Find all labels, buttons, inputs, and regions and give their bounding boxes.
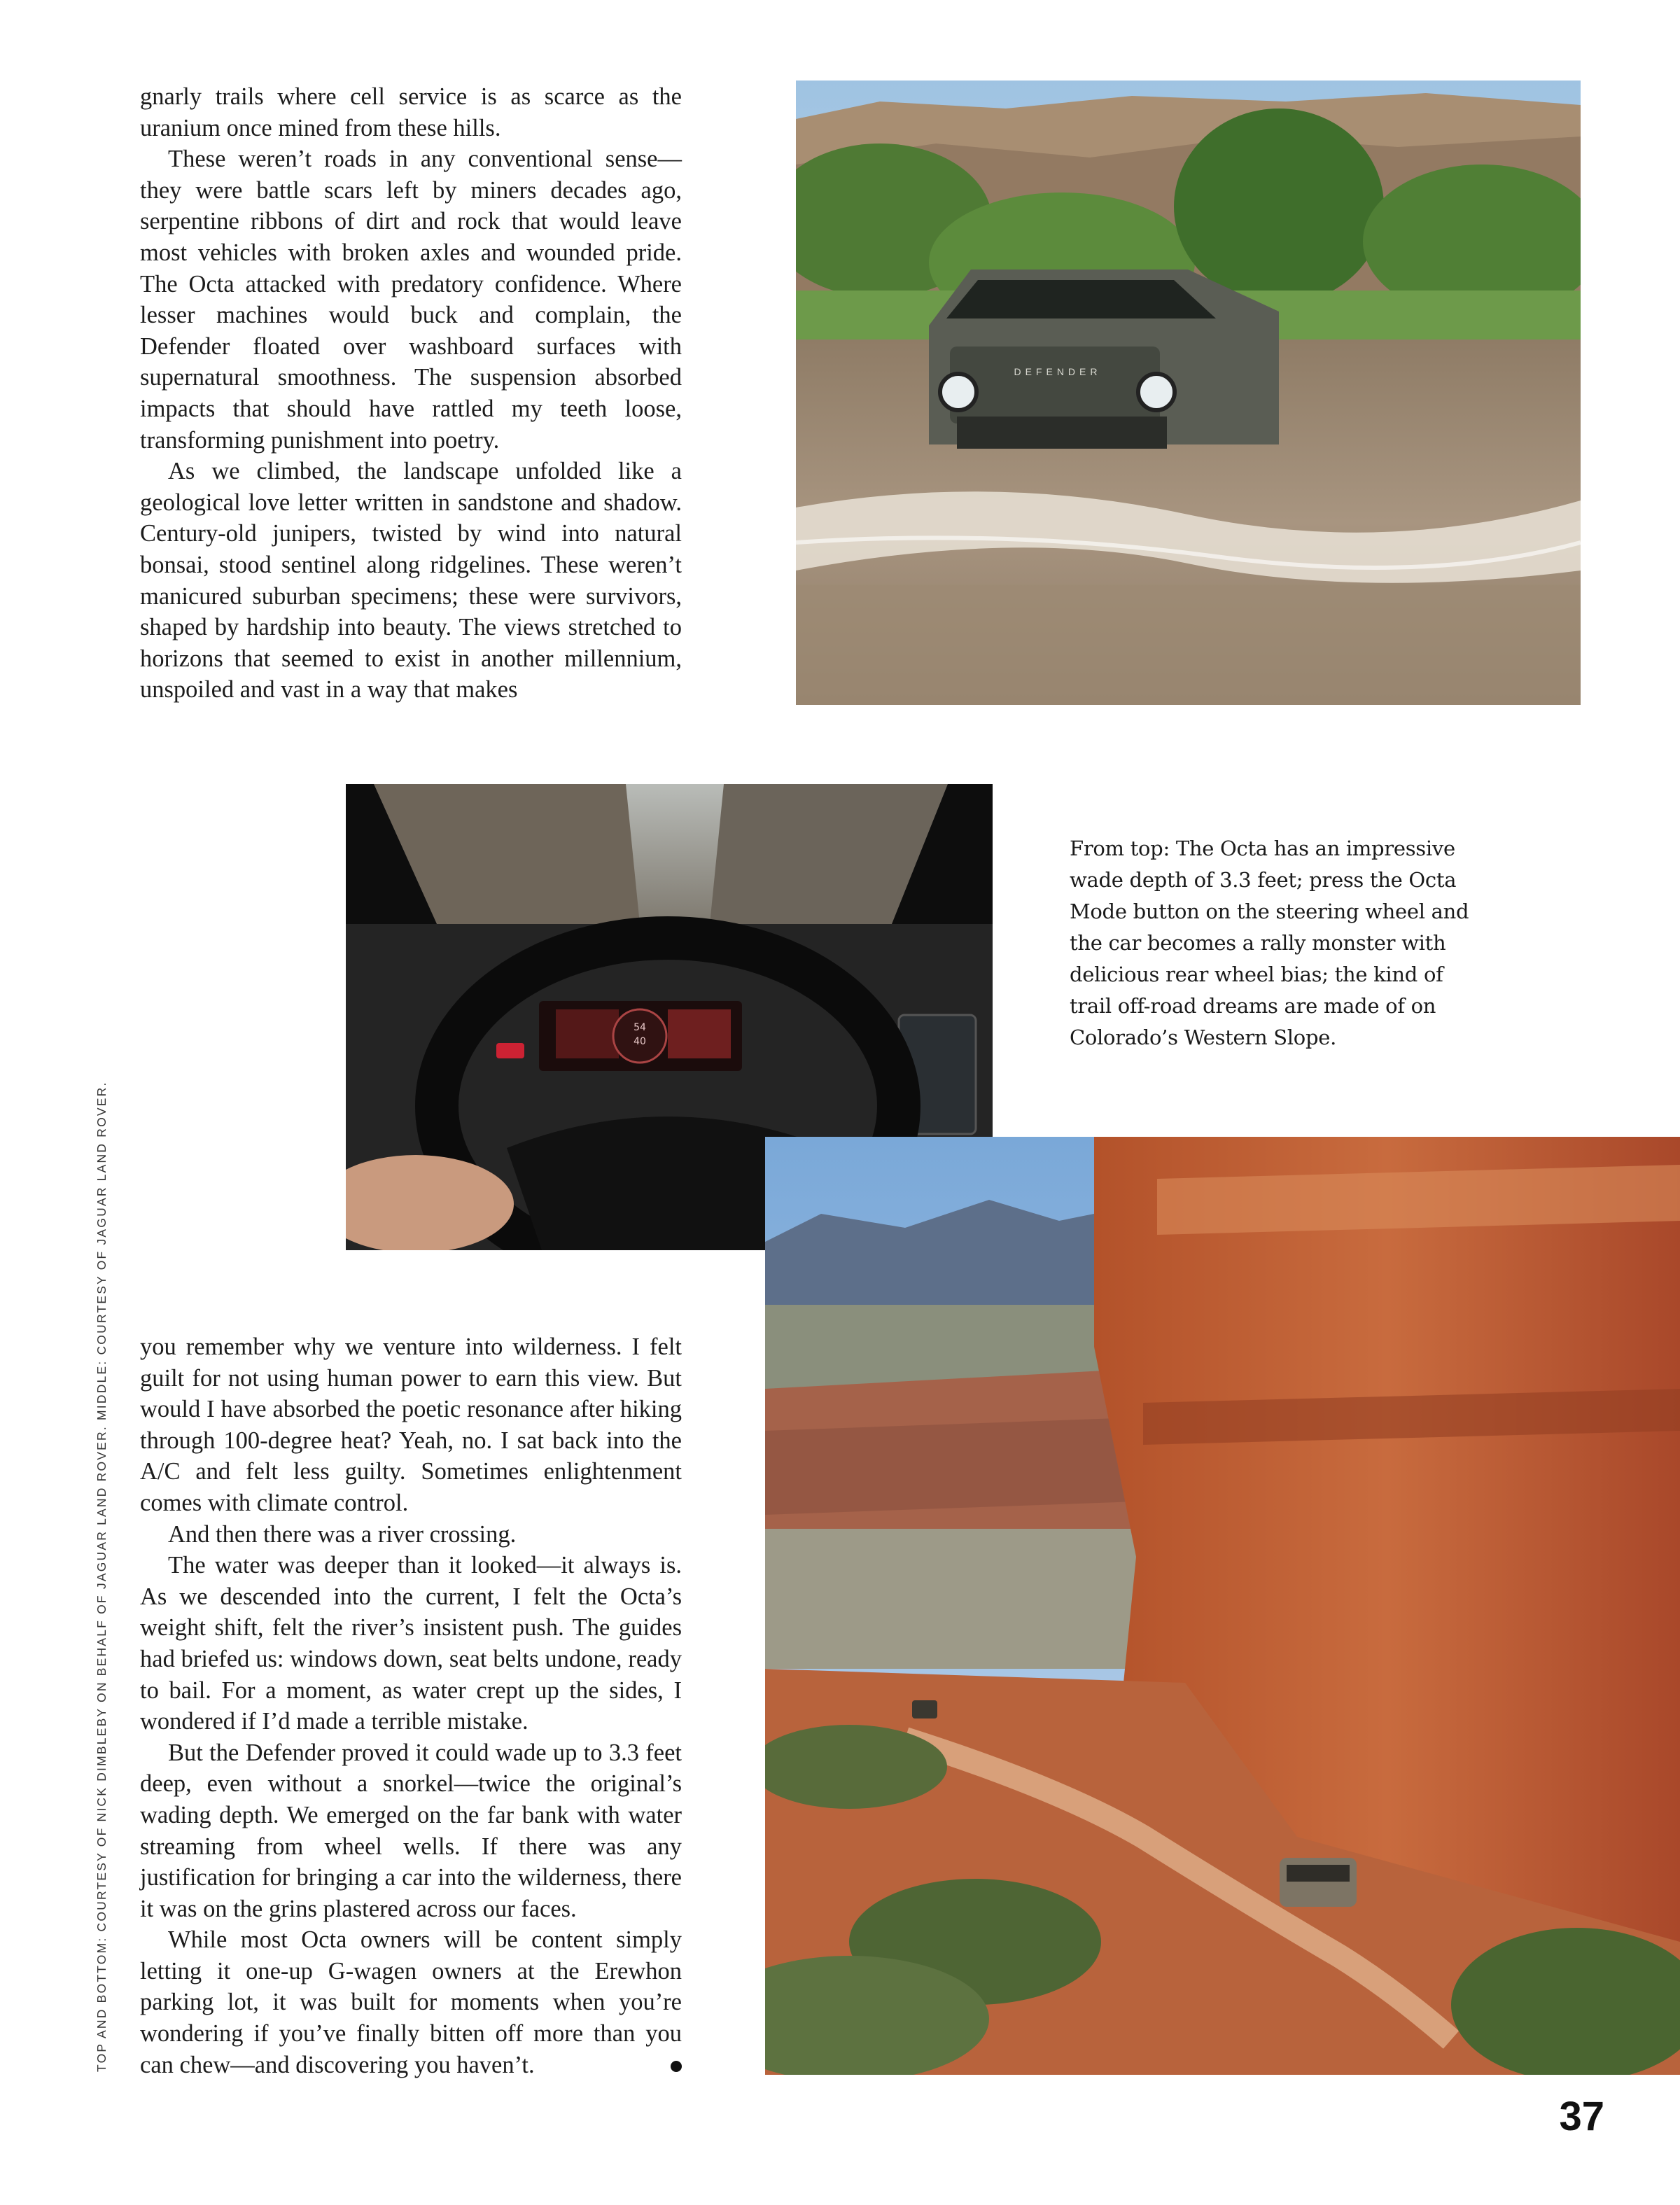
paragraph: As we climbed, the landscape unfolded like a geological love letter written in sandstone and shadow. Century-old junipers, twisted by wind into natural bonsai, stood sentinel along ridgelines. These weren’t manicured suburban specimens; these were survivors, shaped by hardship into beauty. The views stretched to horizons that seemed to exist in another millennium, unspoiled and vast in a way that makes: [140, 458, 682, 704]
vehicle-badge: DEFENDER: [1014, 366, 1102, 377]
paragraph: The water was deeper than it looked—it always is. As we descended into the current, I felt the Octa’s weight shift, felt the river’s insistent push. The guides had briefed us: windows down, seat belts undone, ready to bail. For a moment, as water crept up the sides, I wondered if I’d made a terrible mistake.: [140, 1552, 682, 1735]
photo-caption: From top: The Octa has an impressive wade depth of 3.3 feet; press the Octa Mode button on the steering wheel and the car becomes a rally monster with delicious rear wheel bias; the kind of trail off-road dreams are made of on Colorado’s Western Slope.: [1070, 836, 1469, 1049]
article-column-top: [140, 81, 682, 706]
paragraph: But the Defender proved it could wade up to 3.3 feet deep, even without a snorkel—twice the original’s wading depth. We emerged on the far bank with water streaming from wheel wells. If there was any justification for bringing a car into the wilderness, there it was on the grins plastered across our faces.: [140, 1739, 682, 1922]
dash-readout-top: 54: [634, 1022, 646, 1033]
end-of-article-bullet: [671, 2061, 682, 2072]
paragraph: These weren’t roads in any conventional sense—they were battle scars left by miners decades ago, serpentine ribbons of dirt and rock that would leave most vehicles with broken axles and wounded pride. The Octa attacked with predatory confidence. Where lesser machines would buck and complain, the Defender floated over washboard surfaces with supernatural smoothness. The suspension absorbed impacts that should have rattled my teeth loose, transforming punishment into poetry.: [140, 146, 682, 454]
paragraph: you remember why we venture into wilderness. I felt guilt for not using human power to earn this view. But would I have absorbed the poetic resonance after hiking through 100-degree heat? Yeah, no. I sat back into the A/C and felt less guilty. Sometimes enlightenment comes with climate control.: [140, 1334, 682, 1516]
photo-credit: TOP AND BOTTOM: COURTESY OF NICK DIMBLEBY ON BEHALF OF JAGUAR LAND ROVER. MIDDLE: COURTESY OF JAGUAR LAND ROVER.: [94, 1081, 108, 2072]
paragraph: [140, 1924, 682, 2080]
article-column-bottom: [140, 1331, 682, 2080]
photo-canyon-trail: [765, 1137, 1680, 2075]
page-number: 37: [1559, 2094, 1604, 2139]
dash-readout-bottom: 40: [634, 1036, 646, 1047]
photo-river-crossing: [796, 80, 1581, 705]
paragraph-text: While most Octa owners will be content simply letting it one-up G-wagen owners at the Erewhon parking lot, it was built for moments when you’re wondering if you’ve finally bitten off more than you can chew—and discovering you haven’t.: [140, 1926, 682, 2078]
paragraph: And then there was a river crossing.: [168, 1520, 517, 1548]
paragraph: gnarly trails where cell service is as scarce as the uranium once mined from these hills.: [140, 83, 682, 141]
